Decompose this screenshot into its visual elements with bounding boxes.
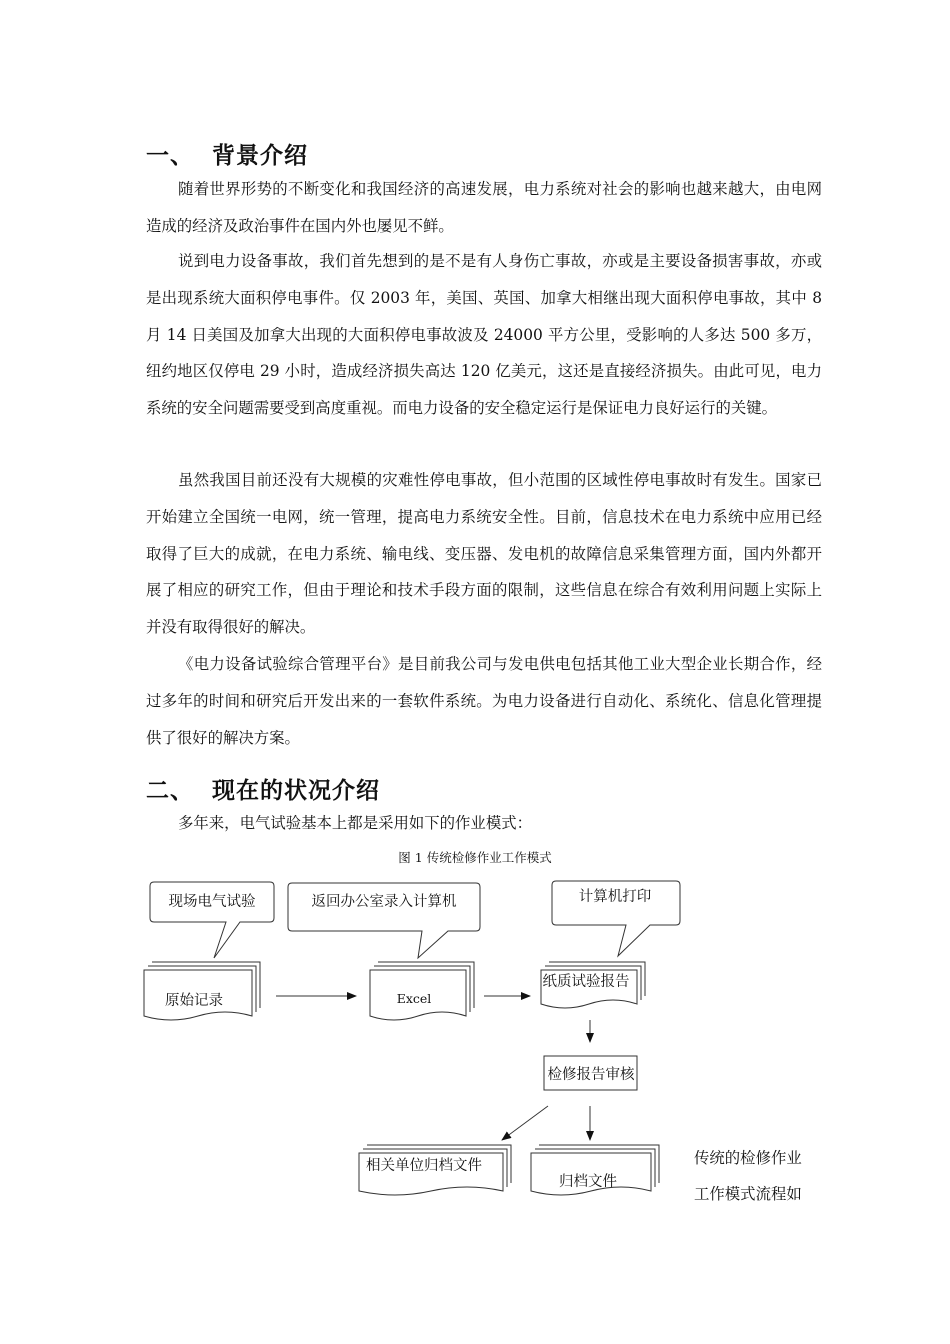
section-title: 现在的状况介绍 bbox=[212, 778, 380, 804]
doc-label: 相关单位归档文件 bbox=[366, 1158, 482, 1174]
section-title: 背景介绍 bbox=[212, 143, 308, 169]
doc-label: 原始记录 bbox=[165, 993, 223, 1009]
callout-label: 现场电气试验 bbox=[168, 894, 256, 910]
doc-label: 纸质试验报告 bbox=[542, 974, 630, 990]
doc-paper-report bbox=[541, 962, 645, 1008]
paragraph: 随着世界形势的不断变化和我国经济的高速发展，电力系统对社会的影响也越来越大，由电网造成的经济及政治事件在国内外也屡见不鲜。 bbox=[146, 180, 822, 235]
section-number: 一、 bbox=[146, 143, 194, 169]
side-note bbox=[694, 1140, 802, 1212]
doc-raw-record bbox=[144, 962, 260, 1020]
callout-label: 返回办公室录入计算机 bbox=[311, 894, 457, 910]
paragraph: 《电力设备试验综合管理平台》是目前我公司与发电供电包括其他工业大型企业长期合作，经过多年的时间和研究后开发出来的一套软件系统。为电力设备进行自动化、系统化、信息化管理提供了很好的解决方案。 bbox=[146, 655, 822, 747]
flow-arrow bbox=[502, 1106, 548, 1140]
doc-label: 归档文件 bbox=[559, 1174, 617, 1190]
paragraph: 多年来，电气试验基本上都是采用如下的作业模式： bbox=[178, 814, 532, 832]
figure-caption: 图 1 传统检修作业工作模式 bbox=[398, 850, 552, 865]
section-number: 二、 bbox=[146, 778, 194, 804]
callout-office-entry bbox=[288, 883, 480, 958]
review-box bbox=[544, 1056, 637, 1090]
doc-archive bbox=[531, 1145, 659, 1195]
callout-field-test bbox=[150, 882, 274, 958]
paragraph: 虽然我国目前还没有大规模的灾难性停电事故，但小范围的区域性停电事故时有发生。国家已开始建立全国统一电网，统一管理，提高电力系统安全性。目前，信息技术在电力系统中应用已经取得了巨大的成就，在电力系统、输电线、变压器、发电机的故障信息采集管理方面，国内外都开展了相应的研究工作，但由于理论和技术手段方面的限制，这些信息在综合有效利用问题上实际上并没有取得很好的解决。 bbox=[146, 471, 822, 637]
doc-related-archive bbox=[359, 1145, 511, 1195]
doc-excel bbox=[370, 962, 474, 1020]
callout-label: 计算机打印 bbox=[578, 889, 652, 905]
side-note-line: 工作模式流程如 bbox=[694, 1185, 802, 1203]
doc-label: Excel bbox=[396, 991, 432, 1006]
side-note-line: 传统的检修作业 bbox=[694, 1149, 802, 1167]
paragraph: 说到电力设备事故，我们首先想到的是不是有人身伤亡事故，亦或是主要设备损害事故，亦或是出现系统大面积停电事件。仅 2003 年，美国、英国、加拿大相继出现大面积停电事故，其中 8 月 14 日美国及加拿大出现的大面积停电事故波及 24000 平方公里，受影响的人多达 500 多万，纽约地区仅停电 29 小时，造成经济损失高达 120 亿美元，这还是直接经济损失。由此可见，电力系统的安全问题需要受到高度重视。而电力设备的安全稳定运行是保证电力良好运行的关键。 bbox=[146, 252, 822, 418]
callout-print bbox=[552, 881, 680, 956]
review-label: 检修报告审核 bbox=[547, 1067, 635, 1083]
